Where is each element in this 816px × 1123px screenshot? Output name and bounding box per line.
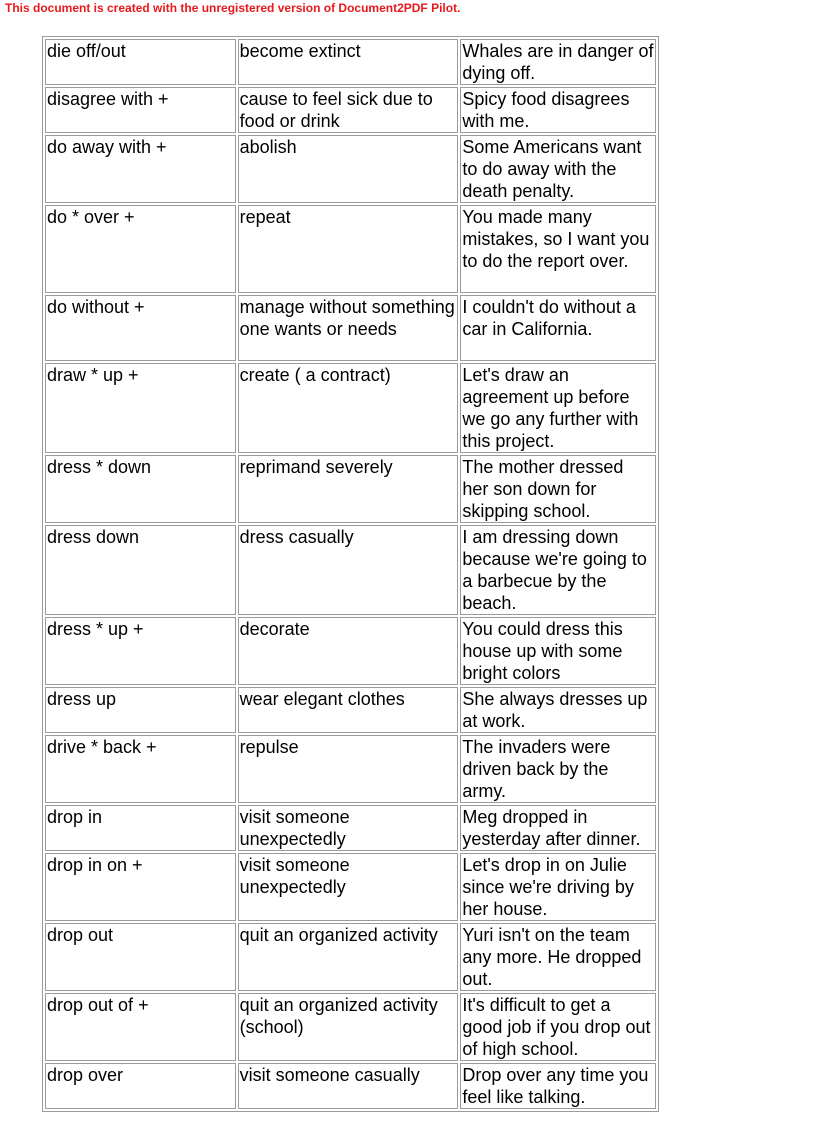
phrasal-verb-cell: drop out xyxy=(45,923,236,991)
meaning-cell: visit someone casually xyxy=(238,1063,459,1109)
example-cell: Spicy food disagrees with me. xyxy=(460,87,656,133)
example-cell: The mother dressed her son down for skipping school. xyxy=(460,455,656,523)
table-row xyxy=(45,853,656,921)
meaning-cell: quit an organized activity xyxy=(238,923,459,991)
meaning-cell: abolish xyxy=(238,135,459,203)
example-cell: Some Americans want to do away with the death penalty. xyxy=(460,135,656,203)
meaning-cell: quit an organized activity (school) xyxy=(238,993,459,1061)
example-cell: You could dress this house up with some bright colors xyxy=(460,617,656,685)
meaning-cell: decorate xyxy=(238,617,459,685)
example-cell: Let's draw an agreement up before we go any further with this project. xyxy=(460,363,656,453)
phrasal-verb-cell: drop in xyxy=(45,805,236,851)
example-cell: The invaders were driven back by the army. xyxy=(460,735,656,803)
phrasal-verb-cell: drop in on + xyxy=(45,853,236,921)
table-row xyxy=(45,617,656,685)
meaning-cell: repeat xyxy=(238,205,459,293)
phrasal-verb-cell: drop out of + xyxy=(45,993,236,1061)
table-row xyxy=(45,455,656,523)
phrasal-verb-cell: drop over xyxy=(45,1063,236,1109)
table-row xyxy=(45,805,656,851)
phrasal-verb-cell: dress * down xyxy=(45,455,236,523)
meaning-cell: dress casually xyxy=(238,525,459,615)
table-row xyxy=(45,39,656,85)
meaning-cell: become extinct xyxy=(238,39,459,85)
example-cell: I couldn't do without a car in California. xyxy=(460,295,656,361)
example-cell: She always dresses up at work. xyxy=(460,687,656,733)
example-cell: I am dressing down because we're going to a barbecue by the beach. xyxy=(460,525,656,615)
phrasal-verb-cell: dress down xyxy=(45,525,236,615)
meaning-cell: visit someone unexpectedly xyxy=(238,853,459,921)
meaning-cell: reprimand severely xyxy=(238,455,459,523)
table-row xyxy=(45,993,656,1061)
table-row xyxy=(45,363,656,453)
meaning-cell: wear elegant clothes xyxy=(238,687,459,733)
phrasal-verb-cell: die off/out xyxy=(45,39,236,85)
phrasal-verb-cell: draw * up + xyxy=(45,363,236,453)
table-row xyxy=(45,923,656,991)
table-row xyxy=(45,525,656,615)
table-row xyxy=(45,295,656,361)
table-row xyxy=(45,687,656,733)
unregistered-version-banner: This document is created with the unregistered version of Document2PDF Pilot. xyxy=(5,1,461,15)
phrasal-verb-cell: disagree with + xyxy=(45,87,236,133)
table-row xyxy=(45,735,656,803)
table-row xyxy=(45,1063,656,1109)
phrasal-verb-cell: dress up xyxy=(45,687,236,733)
phrasal-verb-cell: do away with + xyxy=(45,135,236,203)
example-cell: It's difficult to get a good job if you drop out of high school. xyxy=(460,993,656,1061)
phrasal-verb-table xyxy=(42,36,659,1112)
example-cell: You made many mistakes, so I want you to do the report over. xyxy=(460,205,656,293)
table-row xyxy=(45,205,656,293)
meaning-cell: create ( a contract) xyxy=(238,363,459,453)
example-cell: Drop over any time you feel like talking. xyxy=(460,1063,656,1109)
meaning-cell: repulse xyxy=(238,735,459,803)
meaning-cell: cause to feel sick due to food or drink xyxy=(238,87,459,133)
table-row xyxy=(45,87,656,133)
phrasal-verb-cell: drive * back + xyxy=(45,735,236,803)
meaning-cell: visit someone unexpectedly xyxy=(238,805,459,851)
phrasal-verb-cell: do * over + xyxy=(45,205,236,293)
example-cell: Whales are in danger of dying off. xyxy=(460,39,656,85)
phrasal-verb-cell: dress * up + xyxy=(45,617,236,685)
example-cell: Let's drop in on Julie since we're driving by her house. xyxy=(460,853,656,921)
example-cell: Meg dropped in yesterday after dinner. xyxy=(460,805,656,851)
table-row xyxy=(45,135,656,203)
phrasal-verb-cell: do without + xyxy=(45,295,236,361)
example-cell: Yuri isn't on the team any more. He dropped out. xyxy=(460,923,656,991)
meaning-cell: manage without something one wants or needs xyxy=(238,295,459,361)
